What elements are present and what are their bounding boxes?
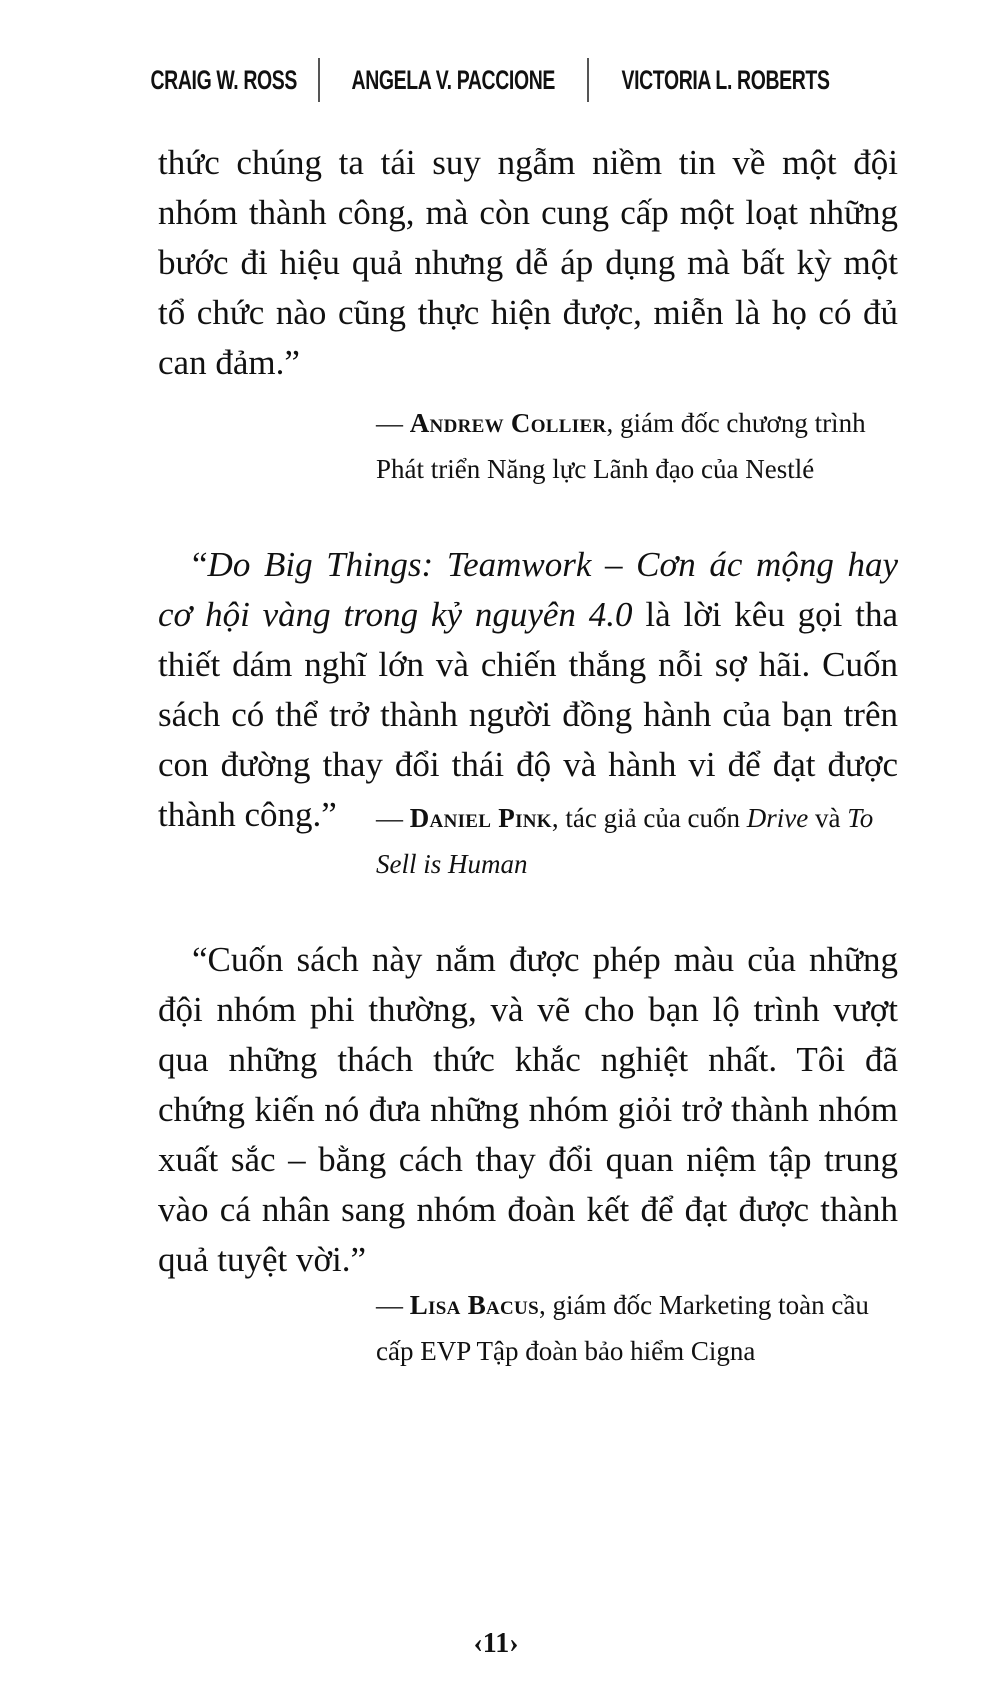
quote-text: “Cuốn sách này nắm được phép màu của những đội nhóm phi thường, và vẽ cho bạn lộ trình vượt qua những thách thức khắc nghiệt nhất. Tôi đã chứng kiến nó đưa những nhóm giỏi trở thành nhóm xuất sắc – bằng cách thay đổi quan niệm tập trung vào cá nhân sang nhóm đoàn kết để đạt được thành quả tuyệt vời.” (158, 940, 898, 1279)
book-title: To Sell is Human (376, 803, 874, 879)
quote-block-1 (158, 138, 898, 388)
quote-text: thức chúng ta tái suy ngẫm niềm tin về một đội nhóm thành công, mà còn cung cấp một loạt những bước đi hiệu quả nhưng dễ áp dụng mà bất kỳ một tổ chức nào cũng thực hiện được, miễn là họ có đủ can đảm.” (158, 143, 898, 382)
author-name: CRAIG W. ROSS (150, 64, 298, 95)
attribution-name: Daniel Pink (409, 803, 552, 833)
quote-attribution-3 (376, 1282, 896, 1374)
attribution-and: và (808, 803, 848, 833)
quote-block-3 (158, 935, 898, 1285)
book-title: Do Big Things: Teamwork – Cơn ác mộng hay cơ hội vàng trong kỷ nguyên 4.0 (158, 545, 898, 634)
author-name: ANGELA V. PACCIONE (351, 64, 555, 95)
attribution-role: , tác giả của cuốn (551, 803, 747, 833)
attribution-dash: — (376, 1290, 410, 1320)
attribution-dash: — (376, 408, 410, 438)
book-title: Drive (746, 803, 809, 833)
attribution-role: , giám đốc chương trình Phát triển Năng lực Lãnh đạo của Nestlé (376, 408, 866, 484)
attribution-dash: — (376, 803, 410, 833)
header-divider (587, 58, 589, 102)
header-divider (318, 58, 320, 102)
attribution-role: , giám đốc Marketing toàn cầu cấp EVP Tập đoàn bảo hiểm Cigna (376, 1290, 869, 1366)
quote-attribution-1 (376, 400, 896, 492)
attribution-name: Andrew Collier (409, 408, 607, 438)
quote-text-rest: là lời kêu gọi tha thiết dám nghĩ lớn và chiến thắng nỗi sợ hãi. Cuốn sách có thể trở thành người đồng hành của bạn trên con đường thay đổi thái độ và hành vi để đạt được thành công.” (158, 595, 898, 834)
quote-open-mark: “ (192, 545, 208, 584)
page-number: ‹11› (473, 1628, 519, 1659)
quote-attribution-2 (376, 795, 896, 887)
author-name: VICTORIA L. ROBERTS (620, 64, 830, 95)
running-header (0, 58, 992, 102)
attribution-name: Lisa Bacus (409, 1290, 539, 1320)
